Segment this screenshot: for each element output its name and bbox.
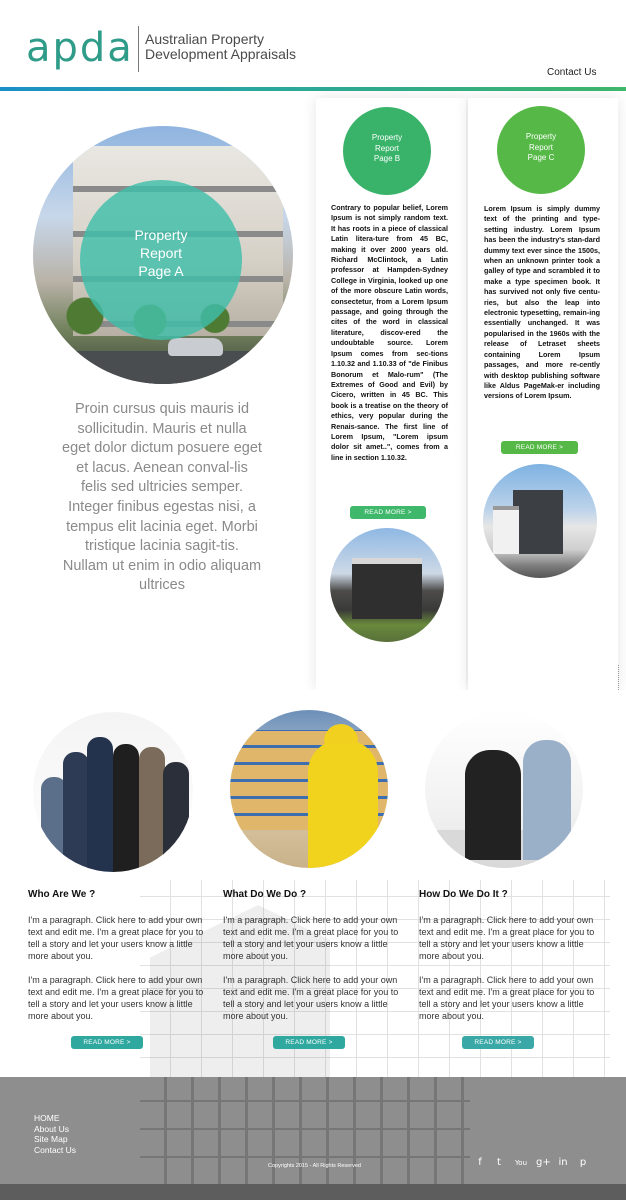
- logo-divider: [138, 26, 139, 72]
- who-are-we-title: Who Are We ?: [28, 889, 96, 900]
- property-report-b-circle[interactable]: [343, 107, 431, 195]
- label-line: Page C: [527, 153, 555, 162]
- warehouse-worker-photo: [230, 710, 388, 868]
- column-b-text: Contrary to popular belief, Lorem Ipsum is not simply random text. It has roots in a piece of classical Latin litera-ture from 45 BC, making it over 2000 years old. Richard McClintock, a Latin professor at Hampden-Sydney College in Virginia, looked up one of the more obscure Latin words, consectetur, from a Lorem Ipsum passage, and going through the cites of the word in classical literature, discov-ered the undoubtable source. Lorem Ipsum comes from sec-tions 1.10.32 and 1.10.33 of "de Finibus Bonorum et Malo-rum" (The Extremes of Good and Evil) by Cicero, written in 45 BC. This book is a treatise on the theory of ethics, very popular during the Renais-sance. The first line of Lorem Ipsum, "Lorem ipsum dolor sit amet..", comes from a line in section 1.10.32.: [331, 203, 448, 462]
- property-report-c-circle[interactable]: [497, 106, 585, 194]
- person-figure: [523, 740, 571, 860]
- twitter-icon[interactable]: t: [497, 1157, 501, 1168]
- what-do-we-do-paragraph-2: I'm a paragraph. Click here to add your own text and edit me. I'm a great place for you to tell a story and let your users know a little more about you.: [223, 975, 399, 1021]
- hard-hat: [324, 724, 358, 744]
- footer-nav-contact-us[interactable]: Contact Us: [34, 1144, 77, 1155]
- contact-us-link[interactable]: Contact Us: [547, 67, 597, 78]
- label-line: Report: [139, 245, 183, 261]
- footer-bottom-strip: [0, 1184, 626, 1200]
- person-figure: [465, 750, 521, 860]
- label-line: Page B: [373, 154, 401, 163]
- copyright-text: Copyrights 2015 - All Rights Reserved: [268, 1163, 361, 1169]
- label-line: Page A: [138, 263, 184, 279]
- tagline: [145, 32, 296, 62]
- how-do-we-do-it-read-more-button[interactable]: READ MORE >: [462, 1036, 534, 1049]
- house-photo-b: [330, 528, 444, 642]
- hero-road: [33, 351, 293, 384]
- label-line: Report: [528, 142, 553, 152]
- property-report-a-label[interactable]: [80, 226, 242, 280]
- worker-figure: [308, 740, 378, 868]
- label-line: Property: [525, 132, 557, 141]
- google-plus-icon[interactable]: g+: [536, 1157, 551, 1168]
- footer-nav-home[interactable]: HOME: [34, 1113, 60, 1123]
- what-do-we-do-paragraph-1: I'm a paragraph. Click here to add your own text and edit me. I'm a great place for you to tell a story and let your users know a little more about you.: [223, 915, 399, 961]
- column-c-text: Lorem Ipsum is simply dummy text of the printing and type-setting industry. Lorem Ipsum has been the industry's stan-dard dummy text ever since the 1500s, when an unknown printer took a galley of type and scrambled it to make a type specimen book. It has survived not only five centu-ries, but also the leap into electronic typesetting, remain-ing essentially unchanged. It was popularised in the 1960s with the release of Letraset sheets containing Lorem Ipsum passages, and more re-cently with desktop publishing software like Aldus PageMak-er including versions of Lorem Ipsum.: [484, 204, 600, 401]
- worker-figure: [113, 744, 139, 872]
- worker-figure: [87, 737, 113, 872]
- hero-description: Proin cursus quis mauris id sollicitudin. Mauris et nulla eget dolor dictum posuere eget et lacus. Aenean conval-lis felis sed ultricies semper. Integer finibus egestas nisi, a tempus elit lacinia eget. Morbi tristique lacinia sagit-tis. Nullam ut enim in odio aliquam ultrices: [62, 401, 262, 594]
- worker-figure: [139, 747, 165, 872]
- column-b-read-more-button[interactable]: READ MORE >: [350, 506, 426, 519]
- pinterest-icon[interactable]: p: [579, 1157, 587, 1168]
- property-report-c-label: [497, 106, 585, 164]
- property-report-b-label: [343, 107, 431, 165]
- footer-nav-about-us[interactable]: About Us: [34, 1123, 69, 1134]
- worker-figure: [63, 752, 89, 872]
- logo[interactable]: apda: [26, 25, 134, 71]
- footer-nav-site-map[interactable]: Site Map: [34, 1134, 68, 1144]
- label-line: Property: [134, 227, 188, 243]
- hero-car: [168, 338, 223, 356]
- how-do-we-do-it-title: How Do We Do It ?: [419, 889, 508, 900]
- who-are-we-paragraph-2: I'm a paragraph. Click here to add your own text and edit me. I'm a great place for you to tell a story and let your users know a little more about you.: [28, 975, 204, 1021]
- linkedin-icon[interactable]: in: [558, 1157, 568, 1168]
- label-line: Property: [371, 133, 403, 142]
- workers-group-photo: [33, 712, 193, 872]
- facebook-icon[interactable]: f: [478, 1157, 482, 1168]
- who-are-we-paragraph-1: I'm a paragraph. Click here to add your own text and edit me. I'm a great place for you to tell a story and let your users know a little more about you.: [28, 915, 204, 961]
- how-do-we-do-it-paragraph-1: I'm a paragraph. Click here to add your own text and edit me. I'm a great place for you to tell a story and let your users know a little more about you.: [419, 915, 595, 961]
- header-gradient-bar: [0, 87, 626, 91]
- worker-figure: [163, 762, 189, 872]
- business-meeting-photo: [425, 710, 583, 868]
- what-do-we-do-title: What Do We Do ?: [223, 889, 307, 900]
- how-do-we-do-it-paragraph-2: I'm a paragraph. Click here to add your own text and edit me. I'm a great place for you to tell a story and let your users know a little more about you.: [419, 975, 595, 1021]
- who-are-we-read-more-button[interactable]: READ MORE >: [71, 1036, 143, 1049]
- house-photo-c: [483, 464, 597, 578]
- what-do-we-do-read-more-button[interactable]: READ MORE >: [273, 1036, 345, 1049]
- tagline-line-2: Development Appraisals: [145, 46, 296, 62]
- youtube-icon[interactable]: You: [514, 1159, 528, 1167]
- tagline-line-1: Australian Property: [145, 31, 265, 47]
- label-line: Report: [374, 143, 399, 153]
- footer-nav: [34, 1113, 76, 1155]
- column-c-read-more-button[interactable]: READ MORE >: [501, 441, 578, 454]
